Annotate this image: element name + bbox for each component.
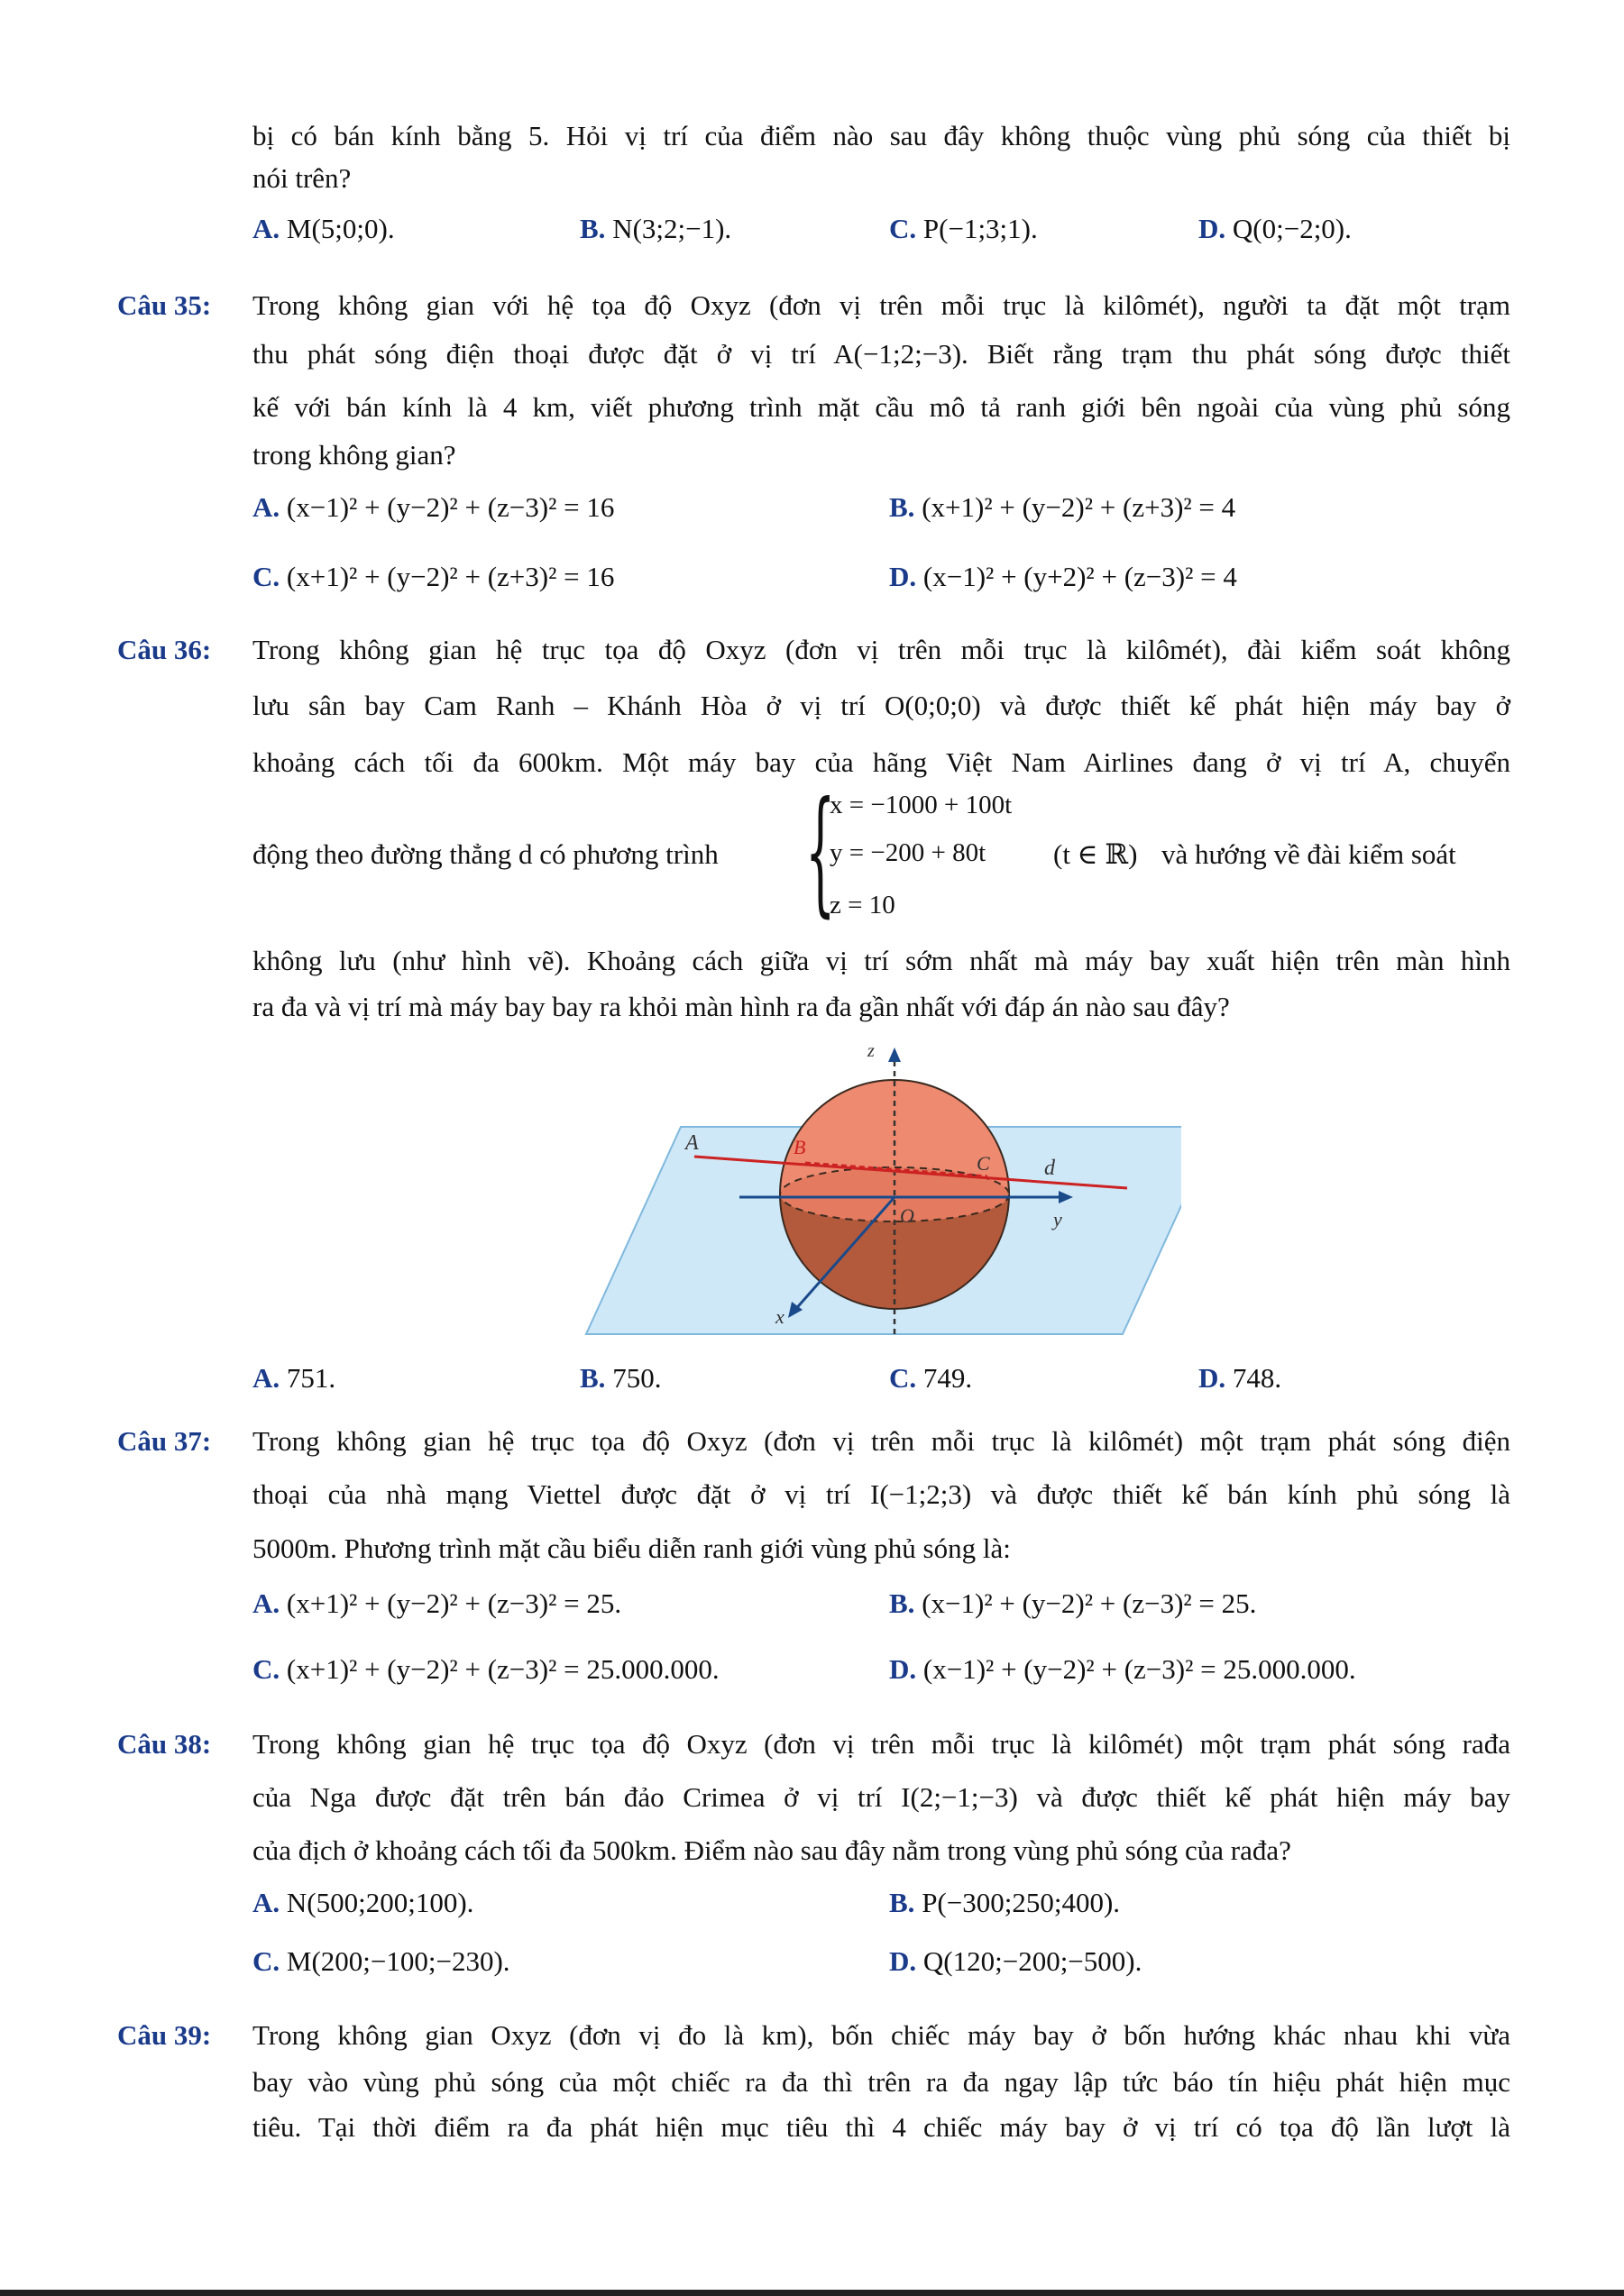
q35-label: Câu 35:	[117, 289, 212, 321]
q38-line: của địch ở khoảng cách tối đa 500km. Điểm nào sau đây nằm trong vùng phủ sóng của rađa?	[252, 1834, 1291, 1866]
system-param: (t ∈ ℝ)	[1053, 838, 1138, 870]
q37-line: 5000m. Phương trình mặt cầu biểu diễn ranh giới vùng phủ sóng là:	[252, 1532, 1011, 1564]
q36-system-suffix: và hướng về đài kiểm soát	[1161, 838, 1456, 870]
q39-line: tiêu. Tại thời điểm ra đa phát hiện mục tiêu thì 4 chiếc máy bay ở vị trí có tọa độ lần lượt là	[252, 2111, 1510, 2143]
label-b: B	[794, 1136, 806, 1158]
page-bottom-border	[0, 2290, 1624, 2296]
q35-option-d: D. (x−1)² + (y+2)² + (z−3)² = 4	[889, 561, 1237, 592]
q38-line: Trong không gian hệ trục tọa độ Oxyz (đơn vị trên mỗi trục là kilômét) một trạm phát sóng rađa	[252, 1728, 1510, 1760]
label-d: d	[1044, 1157, 1055, 1180]
label-o: O	[900, 1204, 914, 1227]
q37-option-d: D. (x−1)² + (y−2)² + (z−3)² = 25.000.000.	[889, 1653, 1356, 1685]
q36-line: không lưu (như hình vẽ). Khoảng cách giữa vị trí sớm nhất mà máy bay xuất hiện trên màn hình	[252, 945, 1510, 976]
q39-line: bay vào vùng phủ sóng của một chiếc ra đa thì trên ra đa ngay lập tức báo tín hiệu phát hiện mục	[252, 2066, 1510, 2098]
q34-line: nói trên?	[252, 162, 352, 194]
q37-line: Trong không gian hệ trục tọa độ Oxyz (đơn vị trên mỗi trục là kilômét) một trạm phát sóng điện	[252, 1425, 1510, 1457]
q35-line: trong không gian?	[252, 439, 456, 471]
q38-line: của Nga được đặt trên bán đảo Crimea ở vị trí I(2;−1;−3) và được thiết kế phát hiện máy bay	[252, 1781, 1510, 1813]
q37-option-b: B. (x−1)² + (y−2)² + (z−3)² = 25.	[889, 1587, 1257, 1619]
q36-option-a: A. 751.	[252, 1362, 336, 1394]
q39-line: Trong không gian Oxyz (đơn vị đo là km), bốn chiếc máy bay ở bốn hướng khác nhau khi vừa	[252, 2019, 1510, 2051]
system-brace: {	[805, 773, 836, 930]
system-eq-x: x = −1000 + 100t	[830, 791, 1013, 819]
sphere-figure	[577, 1037, 1181, 1343]
q36-option-d: D. 748.	[1198, 1362, 1282, 1394]
q36-line: Trong không gian hệ trục tọa độ Oxyz (đơn vị trên mỗi trục là kilômét), đài kiểm soát không	[252, 634, 1510, 665]
q34-option-b: B. N(3;2;−1).	[580, 213, 732, 244]
q38-option-c: C. M(200;−100;−230).	[252, 1945, 510, 1977]
label-c: C	[977, 1152, 990, 1175]
q37-option-c: C. (x+1)² + (y−2)² + (z−3)² = 25.000.000.	[252, 1653, 720, 1685]
label-z: z	[867, 1041, 875, 1061]
q34-line: bị có bán kính bằng 5. Hỏi vị trí của điểm nào sau đây không thuộc vùng phủ sóng của thiết bị	[252, 120, 1510, 151]
q37-line: thoại của nhà mạng Viettel được đặt ở vị trí I(−1;2;3) và được thiết kế bán kính phủ sóng là	[252, 1478, 1510, 1510]
label-a: A	[685, 1131, 699, 1155]
system-eq-y: y = −200 + 80t	[830, 838, 986, 867]
q35-option-c: C. (x+1)² + (y−2)² + (z+3)² = 16	[252, 561, 615, 592]
q36-label: Câu 36:	[117, 634, 212, 665]
q34-option-a: A. M(5;0;0).	[252, 213, 395, 244]
label-x: x	[775, 1305, 784, 1328]
label-y: y	[1053, 1208, 1062, 1230]
q36-line: khoảng cách tối đa 600km. Một máy bay của hãng Việt Nam Airlines đang ở vị trí A, chuyển	[252, 746, 1510, 778]
q38-label: Câu 38:	[117, 1728, 212, 1760]
q34-option-c: C. P(−1;3;1).	[889, 213, 1038, 244]
system-eq-z: z = 10	[830, 891, 895, 919]
q36-system-prefix: động theo đường thẳng d có phương trình	[252, 838, 719, 870]
q34-option-d: D. Q(0;−2;0).	[1198, 213, 1352, 244]
q38-option-b: B. P(−300;250;400).	[889, 1887, 1121, 1918]
q36-line: lưu sân bay Cam Ranh – Khánh Hòa ở vị trí O(0;0;0) và được thiết kế phát hiện máy bay ở	[252, 690, 1510, 721]
q35-line: Trong không gian với hệ tọa độ Oxyz (đơn vị trên mỗi trục là kilômét), người ta đặt một trạm	[252, 289, 1510, 321]
q36-line: ra đa và vị trí mà máy bay bay ra khỏi màn hình ra đa gần nhất với đáp án nào sau đây?	[252, 991, 1230, 1022]
q37-option-a: A. (x+1)² + (y−2)² + (z−3)² = 25.	[252, 1587, 622, 1619]
q35-line: thu phát sóng điện thoại được đặt ở vị trí A(−1;2;−3). Biết rằng trạm thu phát sóng được thiết	[252, 338, 1510, 370]
q37-label: Câu 37:	[117, 1425, 212, 1457]
q36-option-c: C. 749.	[889, 1362, 973, 1394]
q38-option-d: D. Q(120;−200;−500).	[889, 1945, 1142, 1977]
q39-label: Câu 39:	[117, 2019, 212, 2051]
q35-option-a: A. (x−1)² + (y−2)² + (z−3)² = 16	[252, 491, 615, 523]
q35-option-b: B. (x+1)² + (y−2)² + (z+3)² = 4	[889, 491, 1236, 523]
q35-line: kế với bán kính là 4 km, viết phương trình mặt cầu mô tả ranh giới bên ngoài của vùng phủ sóng	[252, 391, 1510, 423]
q38-option-a: A. N(500;200;100).	[252, 1887, 474, 1918]
z-arrow	[888, 1047, 901, 1062]
q36-option-b: B. 750.	[580, 1362, 662, 1394]
